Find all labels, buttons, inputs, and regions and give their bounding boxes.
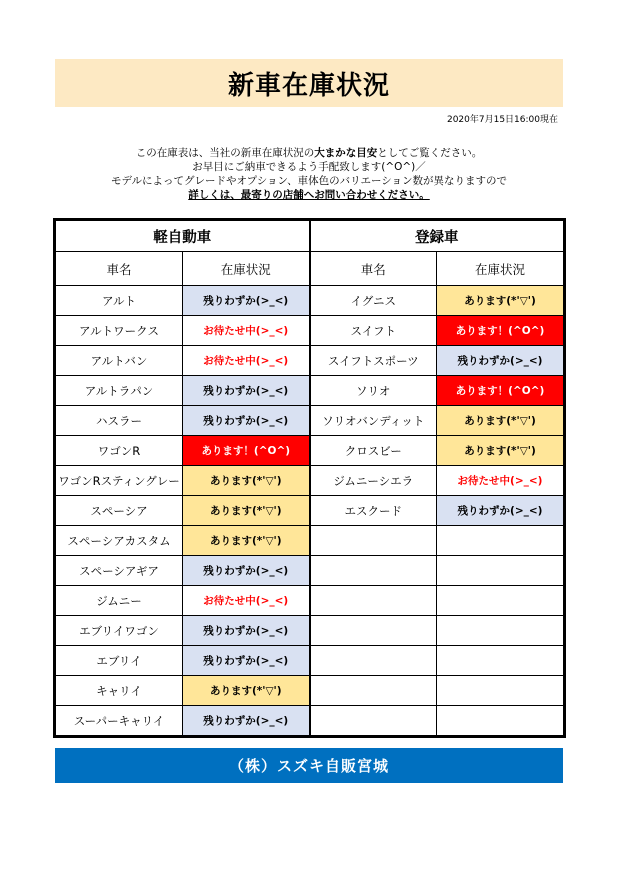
reg-car-name: スイフト — [310, 316, 437, 346]
reg-stock-status — [437, 616, 564, 646]
reg-stock-status — [437, 646, 564, 676]
table-row — [56, 616, 564, 646]
kei-stock-status: 残りわずか(>_<) — [183, 556, 310, 586]
reg-car-name: スイフトスポーツ — [310, 346, 437, 376]
column-header-row — [56, 252, 564, 286]
reg-car-name: ソリオ — [310, 376, 437, 406]
reg-stock-status: あります！(^O^) — [437, 376, 564, 406]
kei-car-name: スーパーキャリイ — [56, 706, 183, 736]
intro-line-3: モデルによってグレードやオプション、車体色のバリエーション数が異なりますので — [110, 175, 508, 187]
table-row — [56, 556, 564, 586]
reg-stock-status: あります(*'▽') — [437, 406, 564, 436]
reg-car-name — [310, 586, 437, 616]
reg-car-name: エスクード — [310, 496, 437, 526]
kei-stock-status: 残りわずか(>_<) — [183, 406, 310, 436]
reg-car-name: ソリオバンディット — [310, 406, 437, 436]
intro-line-1-emphasis: 大まかな目安 — [314, 147, 378, 159]
kei-stock-status: あります(*'▽') — [183, 496, 310, 526]
stock-table — [55, 220, 564, 736]
reg-stock-status — [437, 676, 564, 706]
kei-stock-status: 残りわずか(>_<) — [183, 616, 310, 646]
kei-car-name: ワゴンRスティングレー — [56, 466, 183, 496]
table-row — [56, 466, 564, 496]
reg-car-name: クロスビー — [310, 436, 437, 466]
table-row — [56, 406, 564, 436]
table-row — [56, 706, 564, 736]
group-kei-header: 軽自動車 — [56, 221, 310, 252]
kei-stock-status: あります(*'▽') — [183, 526, 310, 556]
dealer-footer: （株）スズキ自販宮城 — [55, 748, 563, 783]
table-row — [56, 586, 564, 616]
kei-car-name: アルトワークス — [56, 316, 183, 346]
kei-stock-status: お待たせ中(>_<) — [183, 346, 310, 376]
kei-stock-status: 残りわずか(>_<) — [183, 706, 310, 736]
kei-car-name: スペーシアカスタム — [56, 526, 183, 556]
kei-stock-status: あります(*'▽') — [183, 466, 310, 496]
reg-stock-status — [437, 706, 564, 736]
reg-car-name — [310, 526, 437, 556]
reg-car-name — [310, 556, 437, 586]
table-row — [56, 286, 564, 316]
kei-stock-status: お待たせ中(>_<) — [183, 316, 310, 346]
reg-car-name — [310, 676, 437, 706]
kei-status-header: 在庫状況 — [183, 252, 310, 286]
reg-status-header: 在庫状況 — [437, 252, 564, 286]
reg-stock-status: あります！(^O^) — [437, 316, 564, 346]
kei-car-name: スペーシアギア — [56, 556, 183, 586]
kei-car-name: エブリイワゴン — [56, 616, 183, 646]
page-title: 新車在庫状況 — [55, 59, 563, 107]
kei-stock-status: あります！(^O^) — [183, 436, 310, 466]
table-row — [56, 496, 564, 526]
as-of-date: 2020年7月15日16:00現在 — [446, 115, 558, 125]
kei-stock-status: あります(*'▽') — [183, 676, 310, 706]
group-registered-header: 登録車 — [310, 221, 564, 252]
intro-text — [55, 146, 563, 202]
reg-stock-status: あります(*'▽') — [437, 436, 564, 466]
table-row — [56, 346, 564, 376]
kei-stock-status: 残りわずか(>_<) — [183, 376, 310, 406]
reg-stock-status — [437, 526, 564, 556]
kei-name-header: 車名 — [56, 252, 183, 286]
reg-stock-status: 残りわずか(>_<) — [437, 346, 564, 376]
reg-car-name: ジムニーシエラ — [310, 466, 437, 496]
table-row — [56, 316, 564, 346]
table-row — [56, 676, 564, 706]
intro-line-1 — [55, 146, 563, 160]
reg-stock-status — [437, 556, 564, 586]
kei-car-name: ワゴンR — [56, 436, 183, 466]
table-row — [56, 436, 564, 466]
group-header-row — [56, 221, 564, 252]
table-row — [56, 646, 564, 676]
reg-car-name — [310, 616, 437, 646]
kei-stock-status: 残りわずか(>_<) — [183, 646, 310, 676]
table-row — [56, 526, 564, 556]
reg-stock-status: お待たせ中(>_<) — [437, 466, 564, 496]
reg-car-name: イグニス — [310, 286, 437, 316]
reg-stock-status — [437, 586, 564, 616]
intro-line-4: 詳しくは、最寄りの店舗へお問い合わせください。 — [188, 189, 430, 201]
kei-stock-status: 残りわずか(>_<) — [183, 286, 310, 316]
reg-stock-status: 残りわずか(>_<) — [437, 496, 564, 526]
kei-car-name: スペーシア — [56, 496, 183, 526]
table-row — [56, 376, 564, 406]
kei-car-name: ハスラー — [56, 406, 183, 436]
reg-name-header: 車名 — [310, 252, 437, 286]
intro-line-1-pre: この在庫表は、当社の新車在庫状況の — [135, 147, 315, 159]
kei-car-name: キャリイ — [56, 676, 183, 706]
kei-car-name: アルト — [56, 286, 183, 316]
reg-stock-status: あります(*'▽') — [437, 286, 564, 316]
kei-stock-status: お待たせ中(>_<) — [183, 586, 310, 616]
reg-car-name — [310, 706, 437, 736]
kei-car-name: エブリイ — [56, 646, 183, 676]
intro-line-1-post: としてご覧ください。 — [377, 147, 483, 159]
kei-car-name: アルトラパン — [56, 376, 183, 406]
kei-car-name: アルトバン — [56, 346, 183, 376]
kei-car-name: ジムニー — [56, 586, 183, 616]
reg-car-name — [310, 646, 437, 676]
intro-line-2: お早目にご納車できるよう手配致します(^O^)／ — [192, 161, 426, 173]
stock-table-body — [56, 286, 564, 736]
